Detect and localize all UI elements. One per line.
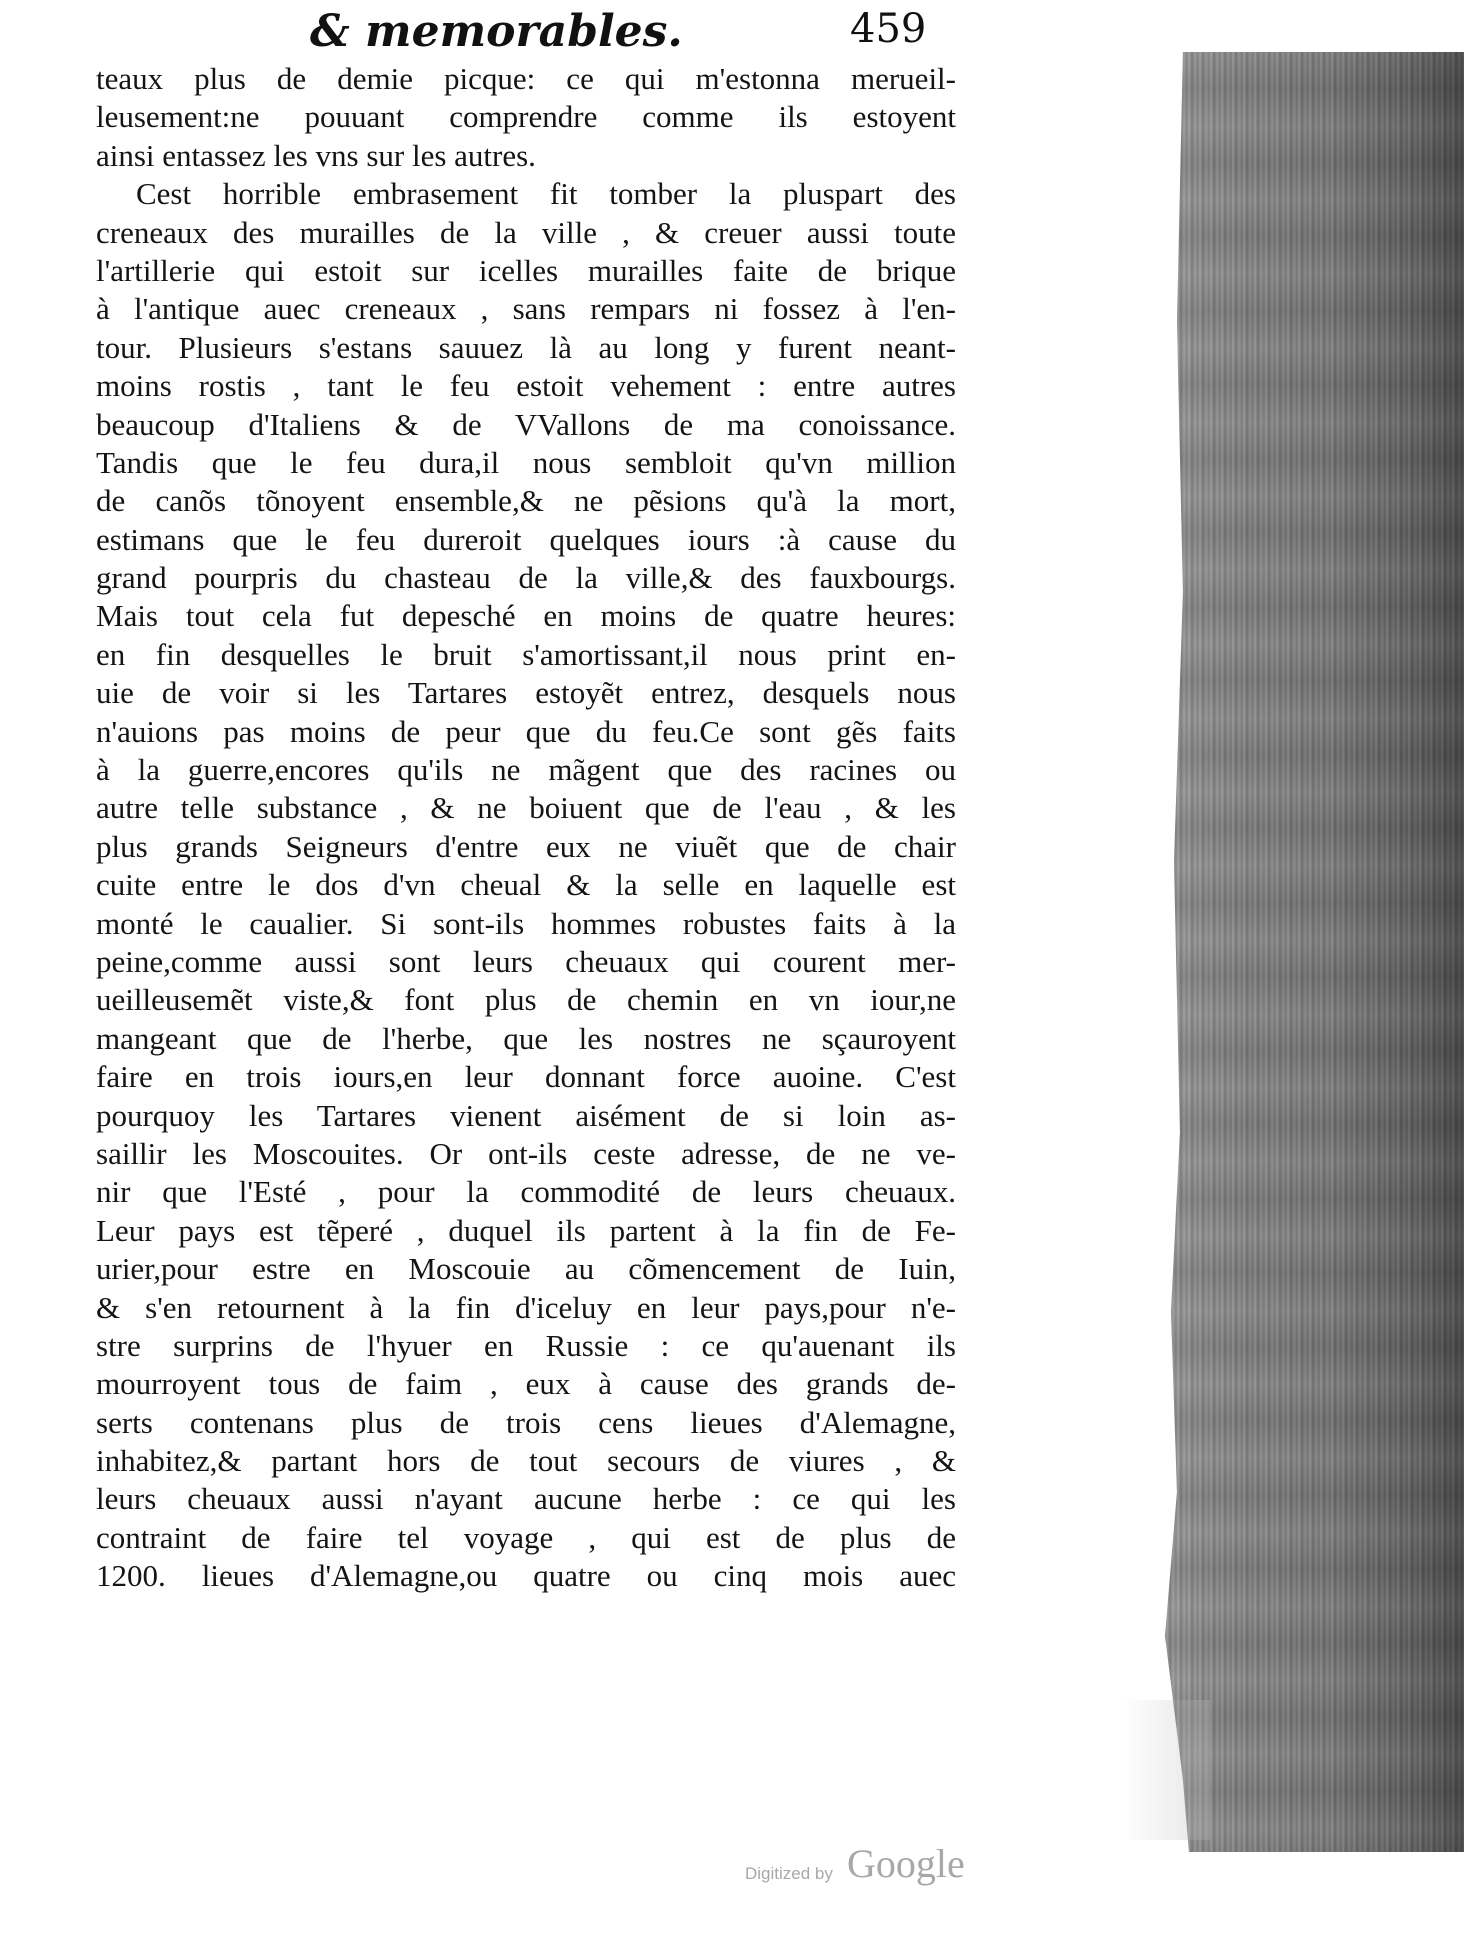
text-line: uie de voir si les Tartares estoyẽt entrez, desquels nous	[96, 675, 956, 711]
text-line: peine,comme aussi sont leurs cheuaux qui courent mer-	[96, 943, 956, 979]
text-line: cuite entre le dos d'vn cheual & la selle en laquelle est	[96, 867, 956, 903]
text-line: nir que l'Esté , pour la commodité de leurs cheuaux.	[96, 1174, 956, 1210]
google-logo: Google	[847, 1841, 965, 1886]
watermark-prefix: Digitized by	[745, 1864, 833, 1883]
text-line: teaux plus de demie picque: ce qui m'estonna merueil-	[96, 61, 956, 96]
text-line: stre surprins de l'hyuer en Russie : ce qu'auenant ils	[96, 1327, 956, 1363]
text-line: Cest horrible embrasement fit tomber la pluspart des	[136, 176, 956, 212]
text-line: saillir les Moscouites. Or ont-ils ceste adresse, de ne ve-	[96, 1135, 956, 1171]
text-line: grand pourpris du chasteau de la ville,& des fauxbourgs.	[96, 560, 956, 596]
text-line: contraint de faire tel voyage , qui est de plus de	[96, 1519, 956, 1555]
text-line: faire en trois iours,en leur donnant force auoine. C'est	[96, 1059, 956, 1095]
text-line: Mais tout cela fut depesché en moins de quatre heures:	[96, 598, 956, 634]
text-line: 1200. lieues d'Alemagne,ou quatre ou cinq mois auec	[96, 1558, 956, 1594]
text-line: ueilleusemẽt viste,& font plus de chemin en vn iour,ne	[96, 982, 956, 1018]
text-line: à l'antique auec creneaux , sans rempars ni fossez à l'en-	[96, 291, 956, 327]
text-line: leusement:ne pouuant comprendre comme ils estoyent	[96, 99, 956, 135]
text-line: leurs cheuaux aussi n'ayant aucune herbe : ce qui les	[96, 1481, 956, 1517]
text-line: mourroyent tous de faim , eux à cause des grands de-	[96, 1366, 956, 1402]
text-line: de canõs tõnoyent ensemble,& ne pẽsions qu'à la mort,	[96, 483, 956, 519]
text-line: à la guerre,encores qu'ils ne mãgent que des racines ou	[96, 752, 956, 788]
text-line: tour. Plusieurs s'estans sauuez là au long y furent neant-	[96, 329, 956, 365]
page-number: 459	[850, 6, 927, 52]
text-line: mangeant que de l'herbe, que les nostres ne sçauroyent	[96, 1020, 956, 1056]
text-line: estimans que le feu dureroit quelques iours :à cause du	[96, 521, 956, 557]
text-line: serts contenans plus de trois cens lieues d'Alemagne,	[96, 1404, 956, 1440]
text-line: Leur pays est tẽperé , duquel ils partent à la fin de Fe-	[96, 1212, 956, 1248]
text-line: n'auions pas moins de peur que du feu.Ce sont gẽs faits	[96, 713, 956, 749]
text-line: moins rostis , tant le feu estoit vehement : entre autres	[96, 368, 956, 404]
text-line: beaucoup d'Italiens & de VVallons de ma conoissance.	[96, 406, 956, 442]
book-page-edges	[1165, 52, 1464, 1852]
page-shadow	[1120, 1700, 1210, 1840]
text-line: en fin desquelles le bruit s'amortissant,il nous print en-	[96, 636, 956, 672]
body-text	[96, 60, 956, 1596]
text-line: autre telle substance , & ne boiuent que de l'eau , & les	[96, 790, 956, 826]
text-line: monté le caualier. Si sont-ils hommes robustes faits à la	[96, 905, 956, 941]
running-title: & memorables.	[310, 6, 683, 57]
text-line: & s'en retournent à la fin d'iceluy en leur pays,pour n'e-	[96, 1289, 956, 1325]
text-line: creneaux des murailles de la ville , & creuer aussi toute	[96, 214, 956, 250]
text-line: plus grands Seigneurs d'entre eux ne viuẽt que de chair	[96, 828, 956, 864]
text-line: Tandis que le feu dura,il nous sembloit qu'vn million	[96, 444, 956, 480]
text-line: ainsi entassez les vns sur les autres.	[96, 137, 536, 173]
digitized-by-google-watermark	[745, 1838, 1005, 1898]
text-line: l'artillerie qui estoit sur icelles murailles faite de brique	[96, 252, 956, 288]
running-header	[310, 6, 960, 58]
text-line: pourquoy les Tartares vienent aisément de si loin as-	[96, 1097, 956, 1133]
text-line: urier,pour estre en Moscouie au cõmencement de Iuin,	[96, 1251, 956, 1287]
text-line: inhabitez,& partant hors de tout secours de viures , &	[96, 1443, 956, 1479]
